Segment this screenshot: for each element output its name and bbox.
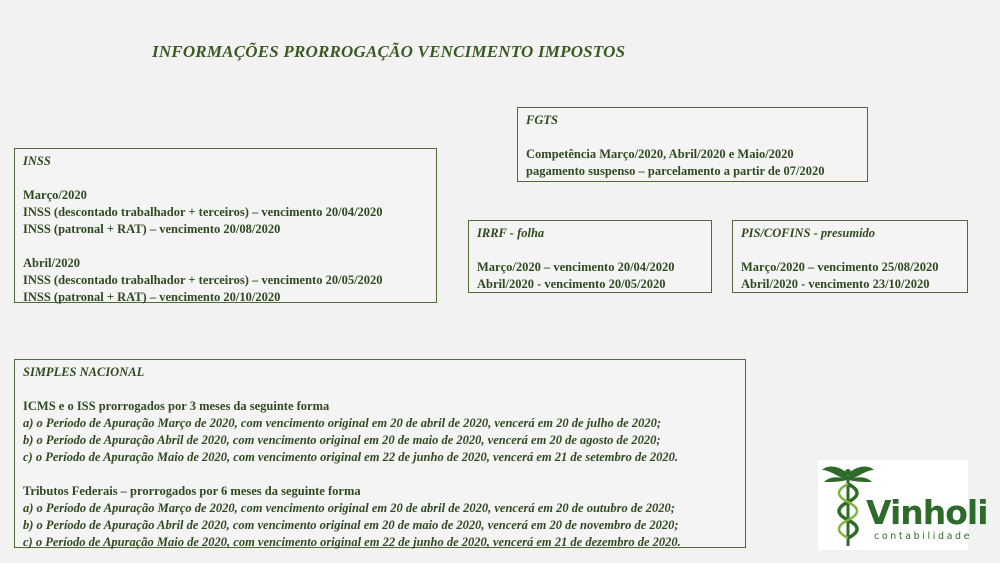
inss-marco-label: Março/2020 — [23, 188, 87, 202]
simples-tributos-item-b: b) o Período de Apuração Abril de 2020, com vencimento original em 20 de maio de 2020, vencerá em 20 de novembro de 2020; — [23, 518, 679, 532]
fgts-heading: FGTS — [526, 113, 558, 127]
simples-nacional-box — [14, 359, 746, 548]
simples-tributos-label: Tributos Federais – prorrogados por 6 meses da seguinte forma — [23, 484, 361, 498]
vinholi-logo — [818, 460, 988, 550]
fgts-line-2: pagamento suspenso – parcelamento a partir de 07/2020 — [526, 164, 825, 178]
fgts-line-1: Competência Março/2020, Abril/2020 e Maio/2020 — [526, 147, 794, 161]
pis-cofins-box — [732, 220, 968, 293]
pis-cofins-line-2: Abril/2020 - vencimento 23/10/2020 — [741, 277, 930, 291]
pis-cofins-line-1: Março/2020 – vencimento 25/08/2020 — [741, 260, 939, 274]
irrf-box — [468, 220, 712, 293]
simples-icms-label: ICMS e o ISS prorrogados por 3 meses da seguinte forma — [23, 399, 330, 413]
simples-tributos-item-c: c) o Período de Apuração Maio de 2020, com vencimento original em 22 de junho de 2020, vencerá em 21 de dezembro de 2020. — [23, 535, 681, 549]
irrf-heading: IRRF - folha — [477, 226, 545, 240]
simples-heading: SIMPLES NACIONAL — [23, 365, 145, 379]
inss-heading: INSS — [23, 154, 51, 168]
simples-icms-item-a: a) o Período de Apuração Março de 2020, com vencimento original em 20 de abril de 2020, vencerá em 20 de julho de 2020; — [23, 416, 662, 430]
inss-abril-label: Abril/2020 — [23, 256, 80, 270]
inss-marco-line-2: INSS (patronal + RAT) – vencimento 20/08/2020 — [23, 222, 281, 236]
logo-name: Vinholi — [866, 493, 988, 532]
irrf-line-1: Março/2020 – vencimento 20/04/2020 — [477, 260, 675, 274]
logo-subtitle: contabilidade — [874, 531, 973, 542]
page-title: INFORMAÇÕES PRORROGAÇÃO VENCIMENTO IMPOSTOS — [152, 42, 626, 61]
inss-abril-line-2: INSS (patronal + RAT) – vencimento 20/10/2020 — [23, 290, 281, 304]
simples-icms-item-b: b) o Período de Apuração Abril de 2020, com vencimento original em 20 de maio de 2020, vencerá em 20 de agosto de 2020; — [23, 433, 661, 447]
fgts-box — [517, 107, 868, 182]
irrf-line-2: Abril/2020 - vencimento 20/05/2020 — [477, 277, 666, 291]
inss-marco-line-1: INSS (descontado trabalhador + terceiros) – vencimento 20/04/2020 — [23, 205, 383, 219]
pis-cofins-heading: PIS/COFINS - presumido — [741, 226, 876, 240]
inss-abril-line-1: INSS (descontado trabalhador + terceiros) – vencimento 20/05/2020 — [23, 273, 383, 287]
simples-icms-item-c: c) o Período de Apuração Maio de 2020, com vencimento original em 22 de junho de 2020, vencerá em 21 de setembro de 2020. — [23, 450, 679, 464]
simples-tributos-item-a: a) o Período de Apuração Março de 2020, com vencimento original em 20 de abril de 2020, vencerá em 20 de outubro de 2020; — [23, 501, 675, 515]
inss-box — [14, 148, 437, 303]
